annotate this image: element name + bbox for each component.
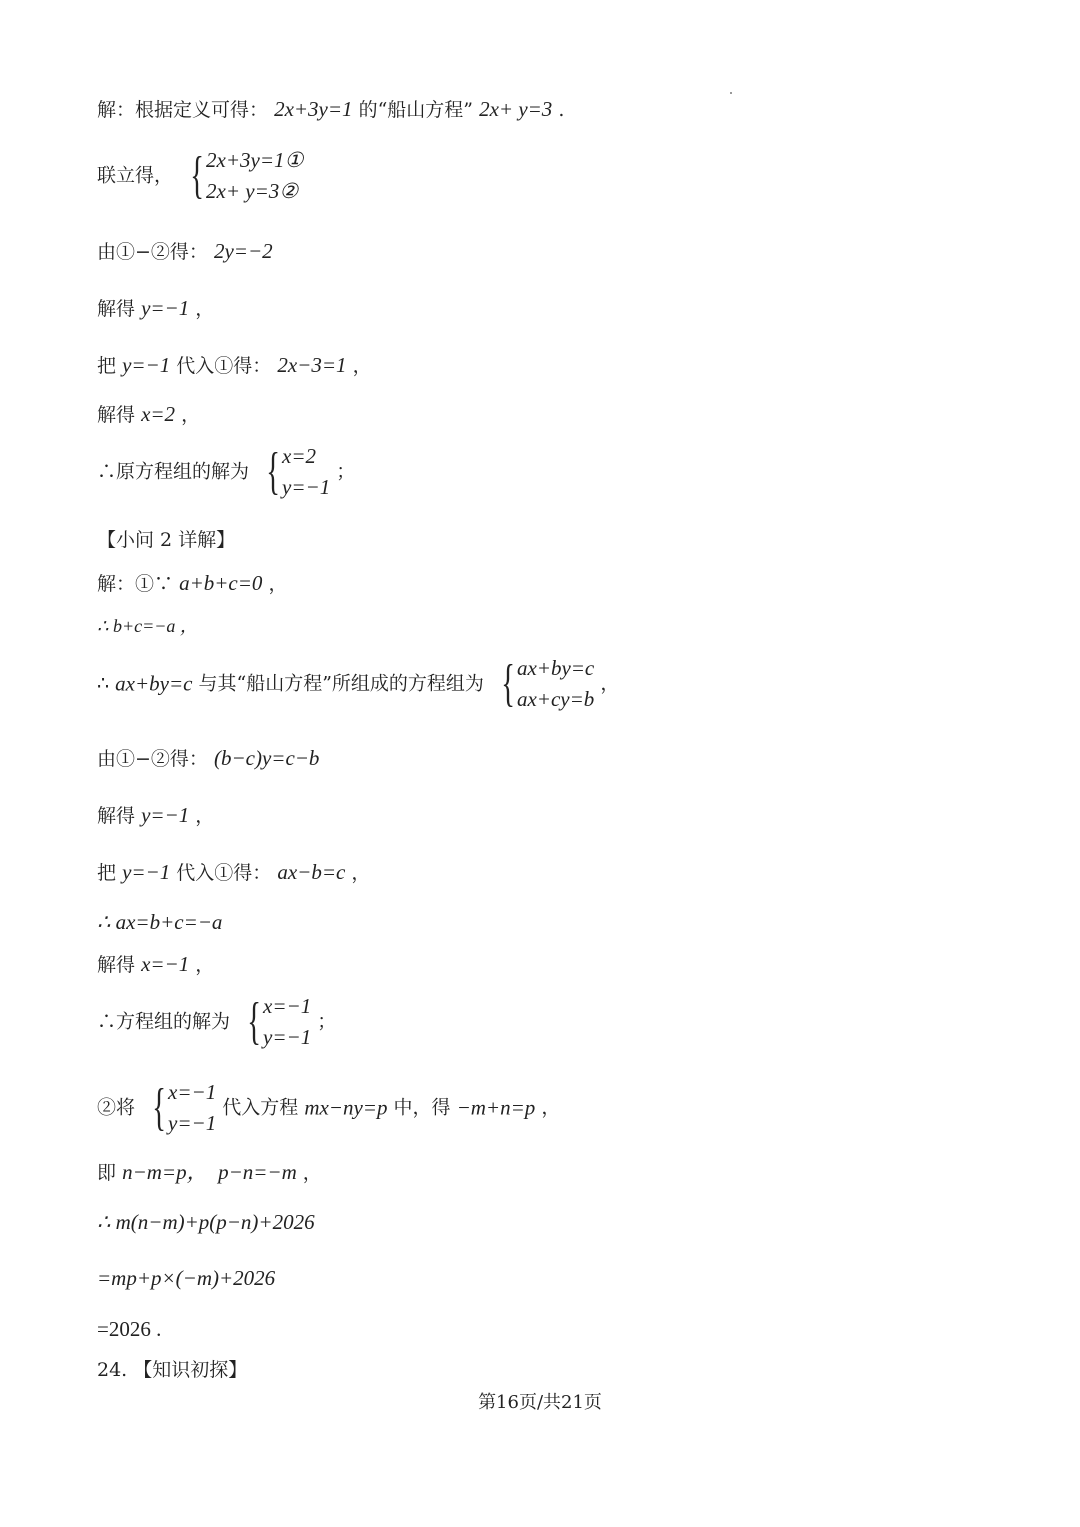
step-9: ∴方程组的解为 { x=−1 y=−1 ； xyxy=(97,993,337,1050)
simultaneous-system: 联立得， { 2x+3y=1① 2x+ y=3② xyxy=(97,147,304,204)
equation-system: { x=−1 y=−1 xyxy=(247,993,312,1050)
step-4: 由①−②得： (b−c)y=c−b xyxy=(97,746,320,770)
step-2: ∴ b+c=−a ， xyxy=(97,616,198,636)
next-question-heading: 24. 【知识初探】 xyxy=(97,1359,248,1381)
equation-system: { ax+by=c ax+cy=b xyxy=(501,655,595,712)
solve-x-step: 解得 x=2 ， xyxy=(97,402,201,426)
step-13: =mp+p×(−m)+2026 xyxy=(97,1266,276,1290)
left-brace: { xyxy=(247,993,262,1050)
step-8: 解得 x=−1 ， xyxy=(97,952,215,976)
subtract-step: 由①−②得： 2y=−2 xyxy=(97,239,273,263)
step-3: ∴ ax+by=c 与其“船山方程”所组成的方程组为 { ax+by=c ax+cy=b ， xyxy=(97,655,620,712)
answer-system: ∴原方程组的解为 { x=2 y=−1 ； xyxy=(97,443,356,500)
step-12: ∴ m(n−m)+p(p−n)+2026 xyxy=(97,1210,315,1234)
step-1: 解：①∵ a+b+c=0 ， xyxy=(97,571,288,595)
equation-system: { 2x+3y=1① 2x+ y=3② xyxy=(190,147,304,204)
step-10: ②将 { x=−1 y=−1 代入方程 mx−ny=p 中，得 −m+n=p ， xyxy=(97,1079,561,1136)
step-14: =2026 . xyxy=(97,1317,162,1341)
step-7: ∴ ax=b+c=−a xyxy=(97,910,223,934)
substitute-step: 把 y=−1 代入①得： 2x−3=1 ， xyxy=(97,353,372,377)
equation: 2x+ y=3 xyxy=(479,97,553,121)
equation-system: { x=−1 y=−1 xyxy=(152,1079,217,1136)
left-brace: { xyxy=(501,655,515,712)
left-brace: { xyxy=(190,147,205,204)
left-brace: { xyxy=(152,1079,167,1136)
solve-y-step: 解得 y=−1 ， xyxy=(97,296,215,320)
section-heading: 【小问 2 详解】 xyxy=(97,529,236,551)
equation: 2x+3y=1 xyxy=(274,97,353,121)
speck xyxy=(730,92,732,94)
page-number: 第16页/共21页 xyxy=(478,1392,602,1413)
left-brace: { xyxy=(266,443,281,500)
step-5: 解得 y=−1 ， xyxy=(97,803,215,827)
equation-system: { x=2 y=−1 xyxy=(266,443,331,500)
step-6: 把 y=−1 代入①得： ax−b=c ， xyxy=(97,860,371,884)
step-11: 即 n−m=p， p−n=−m ， xyxy=(97,1160,322,1184)
solution-intro: 解：根据定义可得： 2x+3y=1 的“船山方程” 2x+ y=3 . xyxy=(97,97,565,121)
